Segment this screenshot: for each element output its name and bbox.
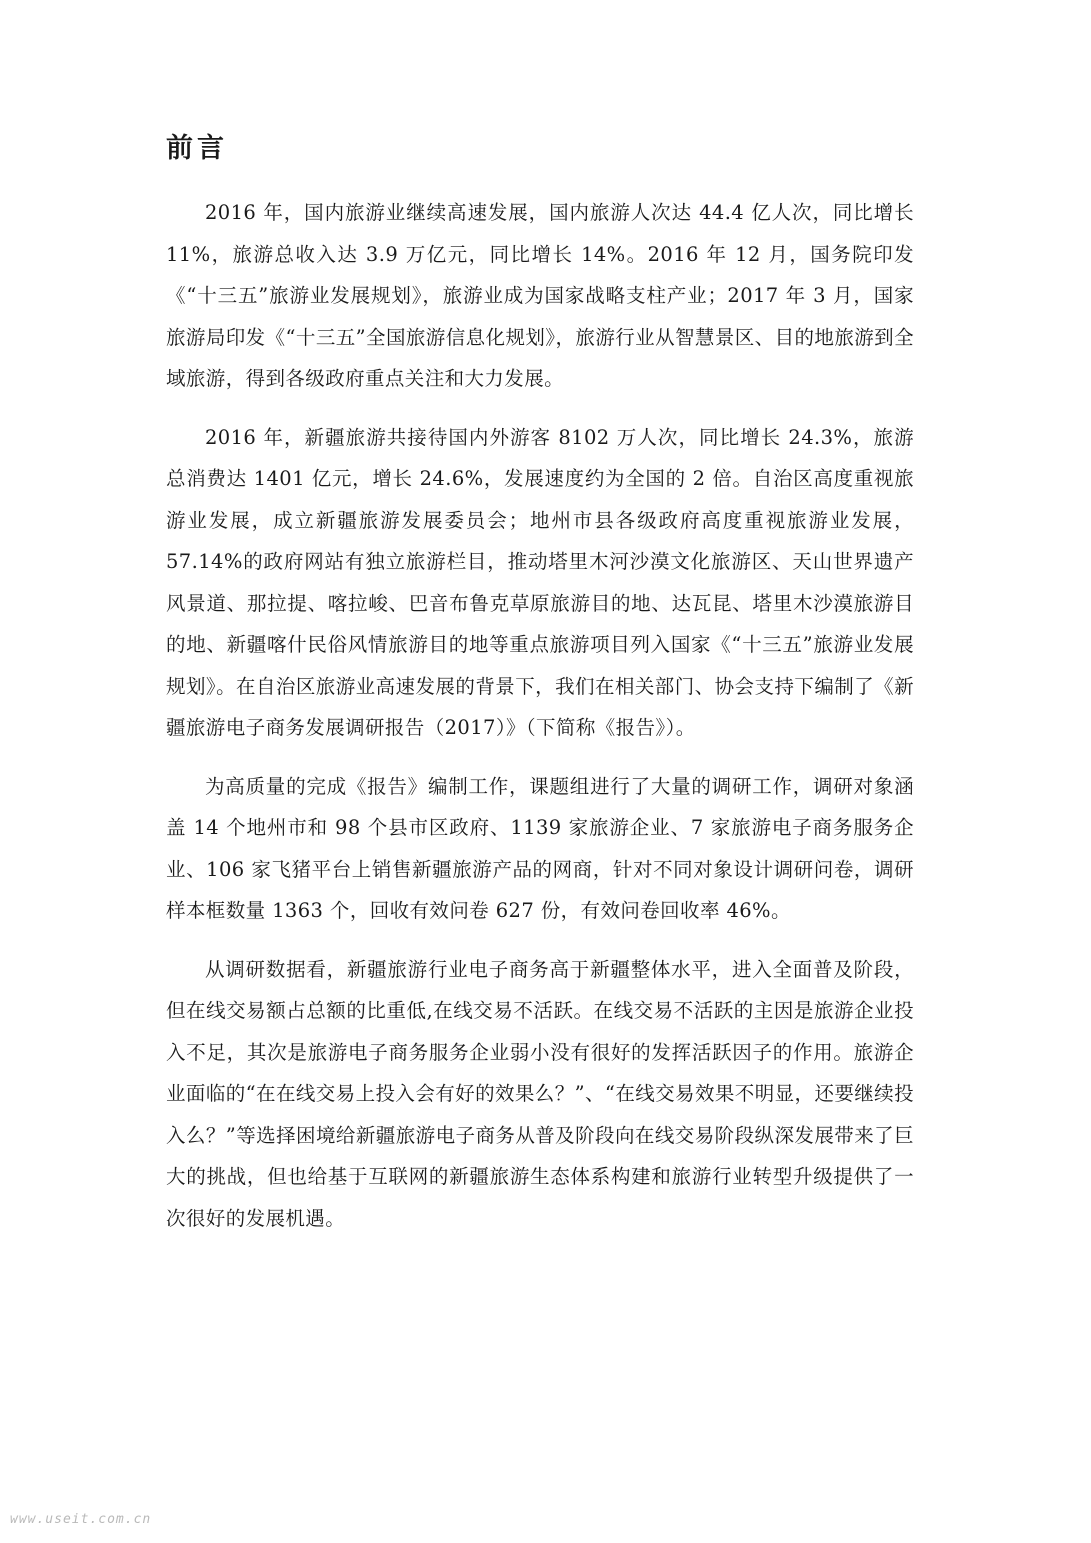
paragraph-survey-scope: 为高质量的完成《报告》编制工作，课题组进行了大量的调研工作，调研对象涵盖 14 个地州市和 98 个县市区政府、1139 家旅游企业、7 家旅游电子商务服务企业、106 家飞猪平台上销售新疆旅游产品的网商，针对不同对象设计调研问卷，调研样本框数量 1363 个，回收有效问卷 627 份，有效问卷回收率 46%。 xyxy=(166,774,914,922)
site-watermark: www.useit.com.cn xyxy=(10,1512,152,1527)
document-body xyxy=(166,192,914,1256)
paragraph-survey-findings: 从调研数据看，新疆旅游行业电子商务高于新疆整体水平，进入全面普及阶段，但在线交易额占总额的比重低,在线交易不活跃。在线交易不活跃的主因是旅游企业投入不足，其次是旅游电子商务服务企业弱小没有很好的发挥活跃因子的作用。旅游企业面临的“在在线交易上投入会有好的效果么？”、“在线交易效果不明显，还要继续投入么？”等选择困境给新疆旅游电子商务从普及阶段向在线交易阶段纵深发展带来了巨大的挑战，但也给基于互联网的新疆旅游生态体系构建和旅游行业转型升级提供了一次很好的发展机遇。 xyxy=(166,957,914,1230)
paragraph-tourism-xinjiang: 2016 年，新疆旅游共接待国内外游客 8102 万人次，同比增长 24.3%，旅游总消费达 1401 亿元，增长 24.6%，发展速度约为全国的 2 倍。自治区高度重视旅游业发展，成立新疆旅游发展委员会；地州市县各级政府高度重视旅游业发展，57.14%的政府网站有独立旅游栏目，推动塔里木河沙漠文化旅游区、天山世界遗产风景道、那拉提、喀拉峻、巴音布鲁克草原旅游目的地、达瓦昆、塔里木沙漠旅游目的地、新疆喀什民俗风情旅游目的地等重点旅游项目列入国家《“十三五”旅游业发展规划》。在自治区旅游业高速发展的背景下，我们在相关部门、协会支持下编制了《新疆旅游电子商务发展调研报告（2017）》（下简称《报告》）。 xyxy=(166,425,914,739)
paragraph-tourism-national: 2016 年，国内旅游业继续高速发展，国内旅游人次达 44.4 亿人次，同比增长 11%，旅游总收入达 3.9 万亿元，同比增长 14%。2016 年 12 月，国务院印发《“十三五”旅游业发展规划》，旅游业成为国家战略支柱产业；2017 年 3 月，国家旅游局印发《“十三五”全国旅游信息化规划》，旅游行业从智慧景区、目的地旅游到全域旅游，得到各级政府重点关注和大力发展。 xyxy=(166,201,914,390)
page-title: 前言 xyxy=(166,133,228,164)
